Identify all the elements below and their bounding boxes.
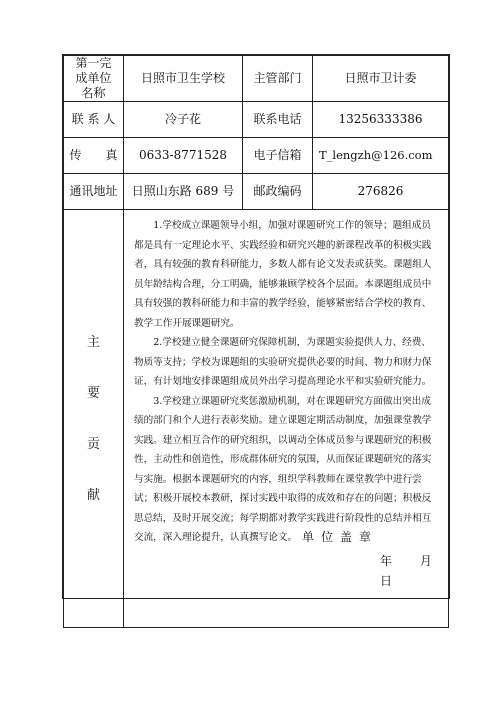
side-char: 主 — [86, 334, 100, 350]
registration-form — [62, 54, 450, 599]
phone-label: 联系电话 — [243, 102, 313, 138]
row-contribution — [64, 210, 449, 628]
row-unit — [64, 56, 449, 102]
fax-value: 0633-8771528 — [124, 138, 243, 174]
contact-value: 冷子花 — [124, 102, 243, 138]
contribution-paragraph: 1.学校成立课题领导小组，加强对课题研究工作的领导；题组成员都是具有一定理论水平、实践经验和研究兴趣的新课程改革的积极实践者，具有较强的教育科研能力，多数人都有论文发表或获奖。课题组人员年龄结构合理，分工明确，能够兼顾学校各个层面。本课题组成员中具有较强的教科研能力和丰富的教学经验，能够紧密结合学校的教育、教学工作开展课题研究。 — [134, 220, 432, 329]
postcode-value: 276826 — [313, 174, 449, 210]
row-contact — [64, 102, 449, 138]
row-address — [64, 174, 449, 210]
contact-label: 联 系 人 — [64, 102, 124, 138]
dept-label: 主管部门 — [243, 56, 313, 102]
fax-label: 传 真 — [64, 138, 124, 174]
contribution-paragraph: 3.学校建立课题研究奖惩激励机制，对在课题研究方面做出突出成绩的部门和个人进行表彰奖励。建立课题定期活动制度，加强课堂教学实践。建立相互合作的研究组织，以调动全体成员参与课题研究的积极性，主动性和创造性，形成群体研究的氛围，从而保证课题研究的落实与实施。根据本课题研究的内容，组织学科教师在课堂教学中进行尝试；积极开展校本教研，探讨实践中取得的成效和存在的问题；积极反思总结，及时开展交流；每学期都对教学实践进行阶段性的总结并相互交流，深入理论提升，认真撰写论文。 — [134, 395, 432, 543]
address-value: 日照山东路 689 号 — [124, 174, 243, 210]
email-label: 电子信箱 — [243, 138, 313, 174]
phone-value: 13256333386 — [313, 102, 449, 138]
contribution-body — [124, 210, 449, 628]
address-label: 通讯地址 — [64, 174, 124, 210]
contribution-side-label — [64, 210, 124, 628]
contribution-paragraph: 2.学校建立健全课题研究保障机制，为课题实验提供人力、经费、物质等支持；学校为课题组的实验研究提供必要的时间、物力和财力保证，有计划地安排课题组成员外出学习提高理论水平和实验研究能力。 — [134, 337, 432, 387]
side-char: 献 — [86, 487, 100, 503]
side-char: 要 — [86, 385, 100, 401]
form-table — [63, 55, 449, 628]
side-char: 贡 — [86, 436, 100, 452]
unit-label: 第一完成单位名称 — [64, 56, 124, 102]
dept-value: 日照市卫计委 — [313, 56, 449, 102]
date-label: 年 月 日 — [380, 554, 432, 588]
unit-seal-label: 单位盖章 — [302, 530, 379, 544]
row-fax — [64, 138, 449, 174]
email-value: T_lengzh@126.com — [313, 138, 449, 174]
postcode-label: 邮政编码 — [243, 174, 313, 210]
unit-value: 日照市卫生学校 — [124, 56, 243, 102]
